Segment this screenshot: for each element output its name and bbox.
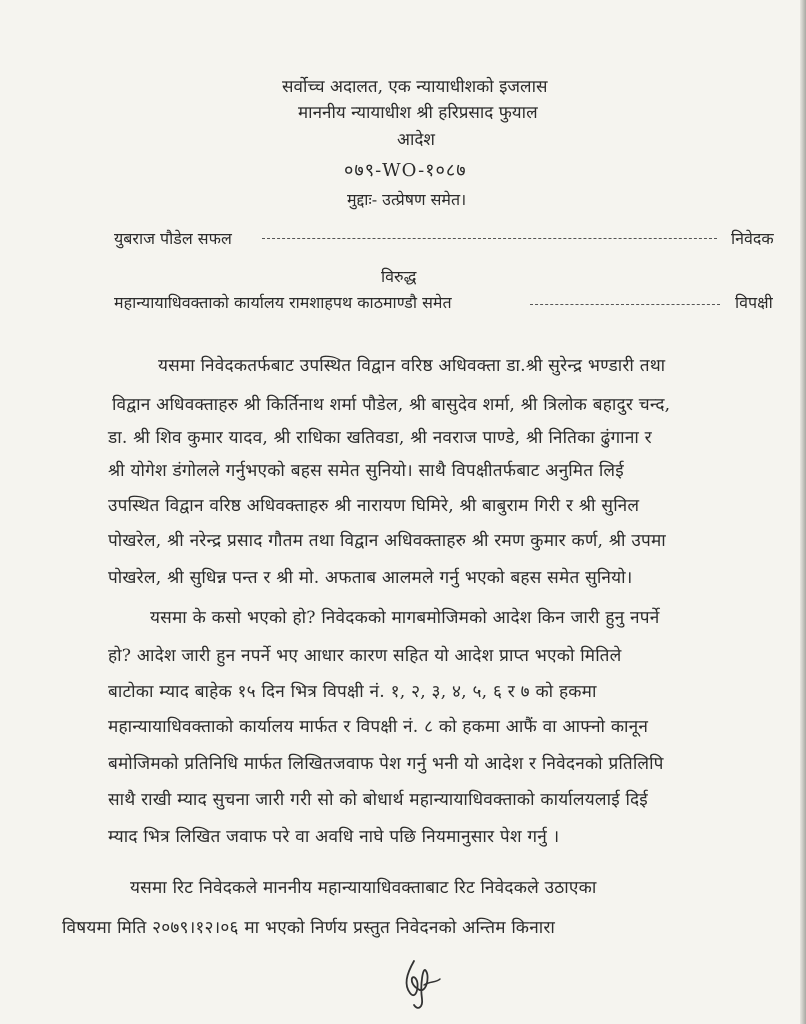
- body-line: यसमा के कसो भएको हो? निवेदकको मागबमोजिमको आदेश किन जारी हुनु नपर्ने: [150, 608, 660, 628]
- order-label: आदेश: [397, 130, 435, 150]
- handwritten-signature-icon: [396, 955, 446, 1015]
- body-line: विद्वान अधिवक्ताहरु श्री किर्तिनाथ शर्मा पौडेल, श्री बासुदेव शर्मा, श्री त्रिलोक बहादुर चन्द,: [112, 395, 671, 415]
- body-line: बाटोका म्याद बाहेक १५ दिन भित्र विपक्षी नं. १, २, ३, ४, ५, ६ र ७ को हकमा: [108, 682, 597, 702]
- body-line: हो? आदेश जारी हुन नपर्ने भए आधार कारण सहित यो आदेश प्राप्त भएको मितिले: [108, 646, 622, 666]
- body-line: यसमा निवेदकतर्फबाट उपस्थित विद्वान वरिष्ठ अधिवक्ता डा.श्री सुरेन्द्र भण्डारी तथा: [158, 356, 666, 376]
- body-line: म्याद भित्र लिखित जवाफ परे वा अवधि नाघे पछि नियमानुसार पेश गर्नु ।: [108, 827, 560, 847]
- body-line: बमोजिमको प्रतिनिधि मार्फत लिखितजवाफ पेश गर्नु भनी यो आदेश र निवेदनको प्रतिलिपि: [108, 754, 664, 774]
- court-name: सर्वोच्च अदालत, एक न्यायाधीशको इजलास: [282, 77, 548, 97]
- petitioner-dashed-leader: [262, 238, 717, 239]
- body-line: डा. श्री शिव कुमार यादव, श्री राधिका खतिवडा, श्री नवराज पाण्डे, श्री नितिका ढुंगाना र: [108, 428, 652, 448]
- petitioner-role: निवेदक: [731, 229, 774, 248]
- body-line: महान्यायाधिवक्ताको कार्यालय मार्फत र विपक्षी नं. ८ को हकमा आफैं वा आफ्नो कानून: [108, 717, 649, 737]
- respondent-name: महान्यायाधिवक्ताको कार्यालय रामशाहपथ काठमाण्डौ समेत: [114, 293, 452, 312]
- body-line: पोखरेल, श्री नरेन्द्र प्रसाद गौतम तथा विद्वान अधिवक्ताहरु श्री रमण कुमार कर्ण, श्री उपमा: [108, 531, 666, 551]
- body-line: श्री योगेश डंगोलले गर्नुभएको बहस समेत सुनियो। साथै विपक्षीतर्फबाट अनुमित लिई: [108, 461, 624, 481]
- respondent-role: विपक्षी: [735, 293, 773, 312]
- body-line: विषयमा मिति २०७९।१२।०६ मा भएको निर्णय प्रस्तुत निवेदनको अन्तिम किनारा: [62, 918, 556, 938]
- body-line: पोखरेल, श्री सुधिन्न पन्त र श्री मो. अफताब आलमले गर्नु भएको बहस समेत सुनियो।: [108, 568, 633, 588]
- respondent-dashed-leader: [530, 304, 720, 305]
- body-line: उपस्थित विद्वान वरिष्ठ अधिवक्ताहरु श्री नारायण घिमिरे, श्री बाबुराम गिरी र श्री सुनिल: [108, 496, 640, 516]
- versus-label: विरुद्ध: [381, 267, 417, 286]
- judge-name: माननीय न्यायाधीश श्री हरिप्रसाद फुयाल: [298, 103, 538, 123]
- petitioner-name: युबराज पौडेल सफल: [114, 229, 232, 248]
- body-line: साथै राखी म्याद सुचना जारी गरी सो को बोधार्थ महान्यायाधिवक्ताको कार्यालयलाई दिई: [108, 790, 648, 810]
- case-number: ०७९-WO-१०८७: [344, 160, 467, 181]
- case-subject: मुद्दाः- उत्प्रेषण समेत।: [347, 190, 467, 209]
- body-line: यसमा रिट निवेदकले माननीय महान्यायाधिवक्ताबाट रिट निवेदकले उठाएका: [130, 878, 597, 898]
- page-edge-shadow: [800, 0, 806, 1024]
